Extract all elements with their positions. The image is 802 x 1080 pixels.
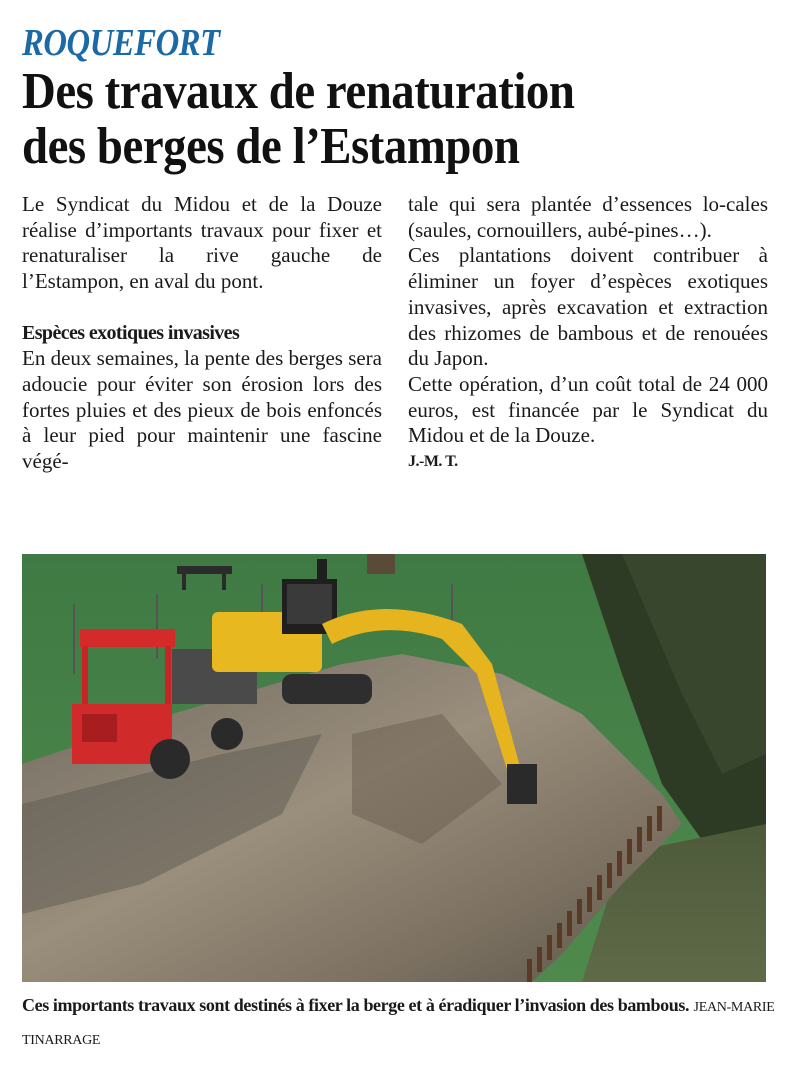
article-photo xyxy=(22,554,766,982)
section-kicker: ROQUEFORT xyxy=(22,22,220,64)
intro-paragraph: Le Syndicat du Midou et de la Douze réalise d’importants travaux pour fixer et renaturaliser la rive gauche de l’Estampon, en aval du pont. xyxy=(22,192,382,294)
headline-line-1: Des travaux de renaturation xyxy=(22,63,575,120)
paragraph-3: Cette opération, d’un coût total de 24 000 euros, est financée par le Syndicat du Midou et de la Douze. xyxy=(408,371,768,448)
photo-illustration xyxy=(22,554,766,982)
photo-credit: JEAN-MARIE TINARRAGE xyxy=(22,1000,775,1048)
headline xyxy=(22,64,782,174)
paragraph-1-start: En deux semaines, la pente des berges sera adoucie pour éviter son érosion lors des fortes pluies et des pieux de bois enfoncés à leur pied pour maintenir une fascine végé- xyxy=(22,346,382,474)
subheading: Espèces exotiques invasives xyxy=(22,321,240,344)
paragraph-1-end: tale qui sera plantée d’essences lo-cales (saules, cornouillers, aubé-pines…). xyxy=(408,192,768,242)
author-signature: J.-M. T. xyxy=(408,453,458,471)
headline-line-2: des berges de l’Estampon xyxy=(22,118,520,175)
body-column-left xyxy=(22,192,382,475)
body-column-right xyxy=(408,192,768,475)
paragraph-2: Ces plantations doivent contribuer à éliminer un foyer d’espèces exotiques invasives, après excavation et extraction des rhizomes de bambous et de renouées du Japon. xyxy=(408,243,768,371)
caption-text: Ces importants travaux sont destinés à fixer la berge et à éradiquer l’invasion des bambous. xyxy=(22,995,690,1015)
photo-caption xyxy=(22,990,782,1056)
